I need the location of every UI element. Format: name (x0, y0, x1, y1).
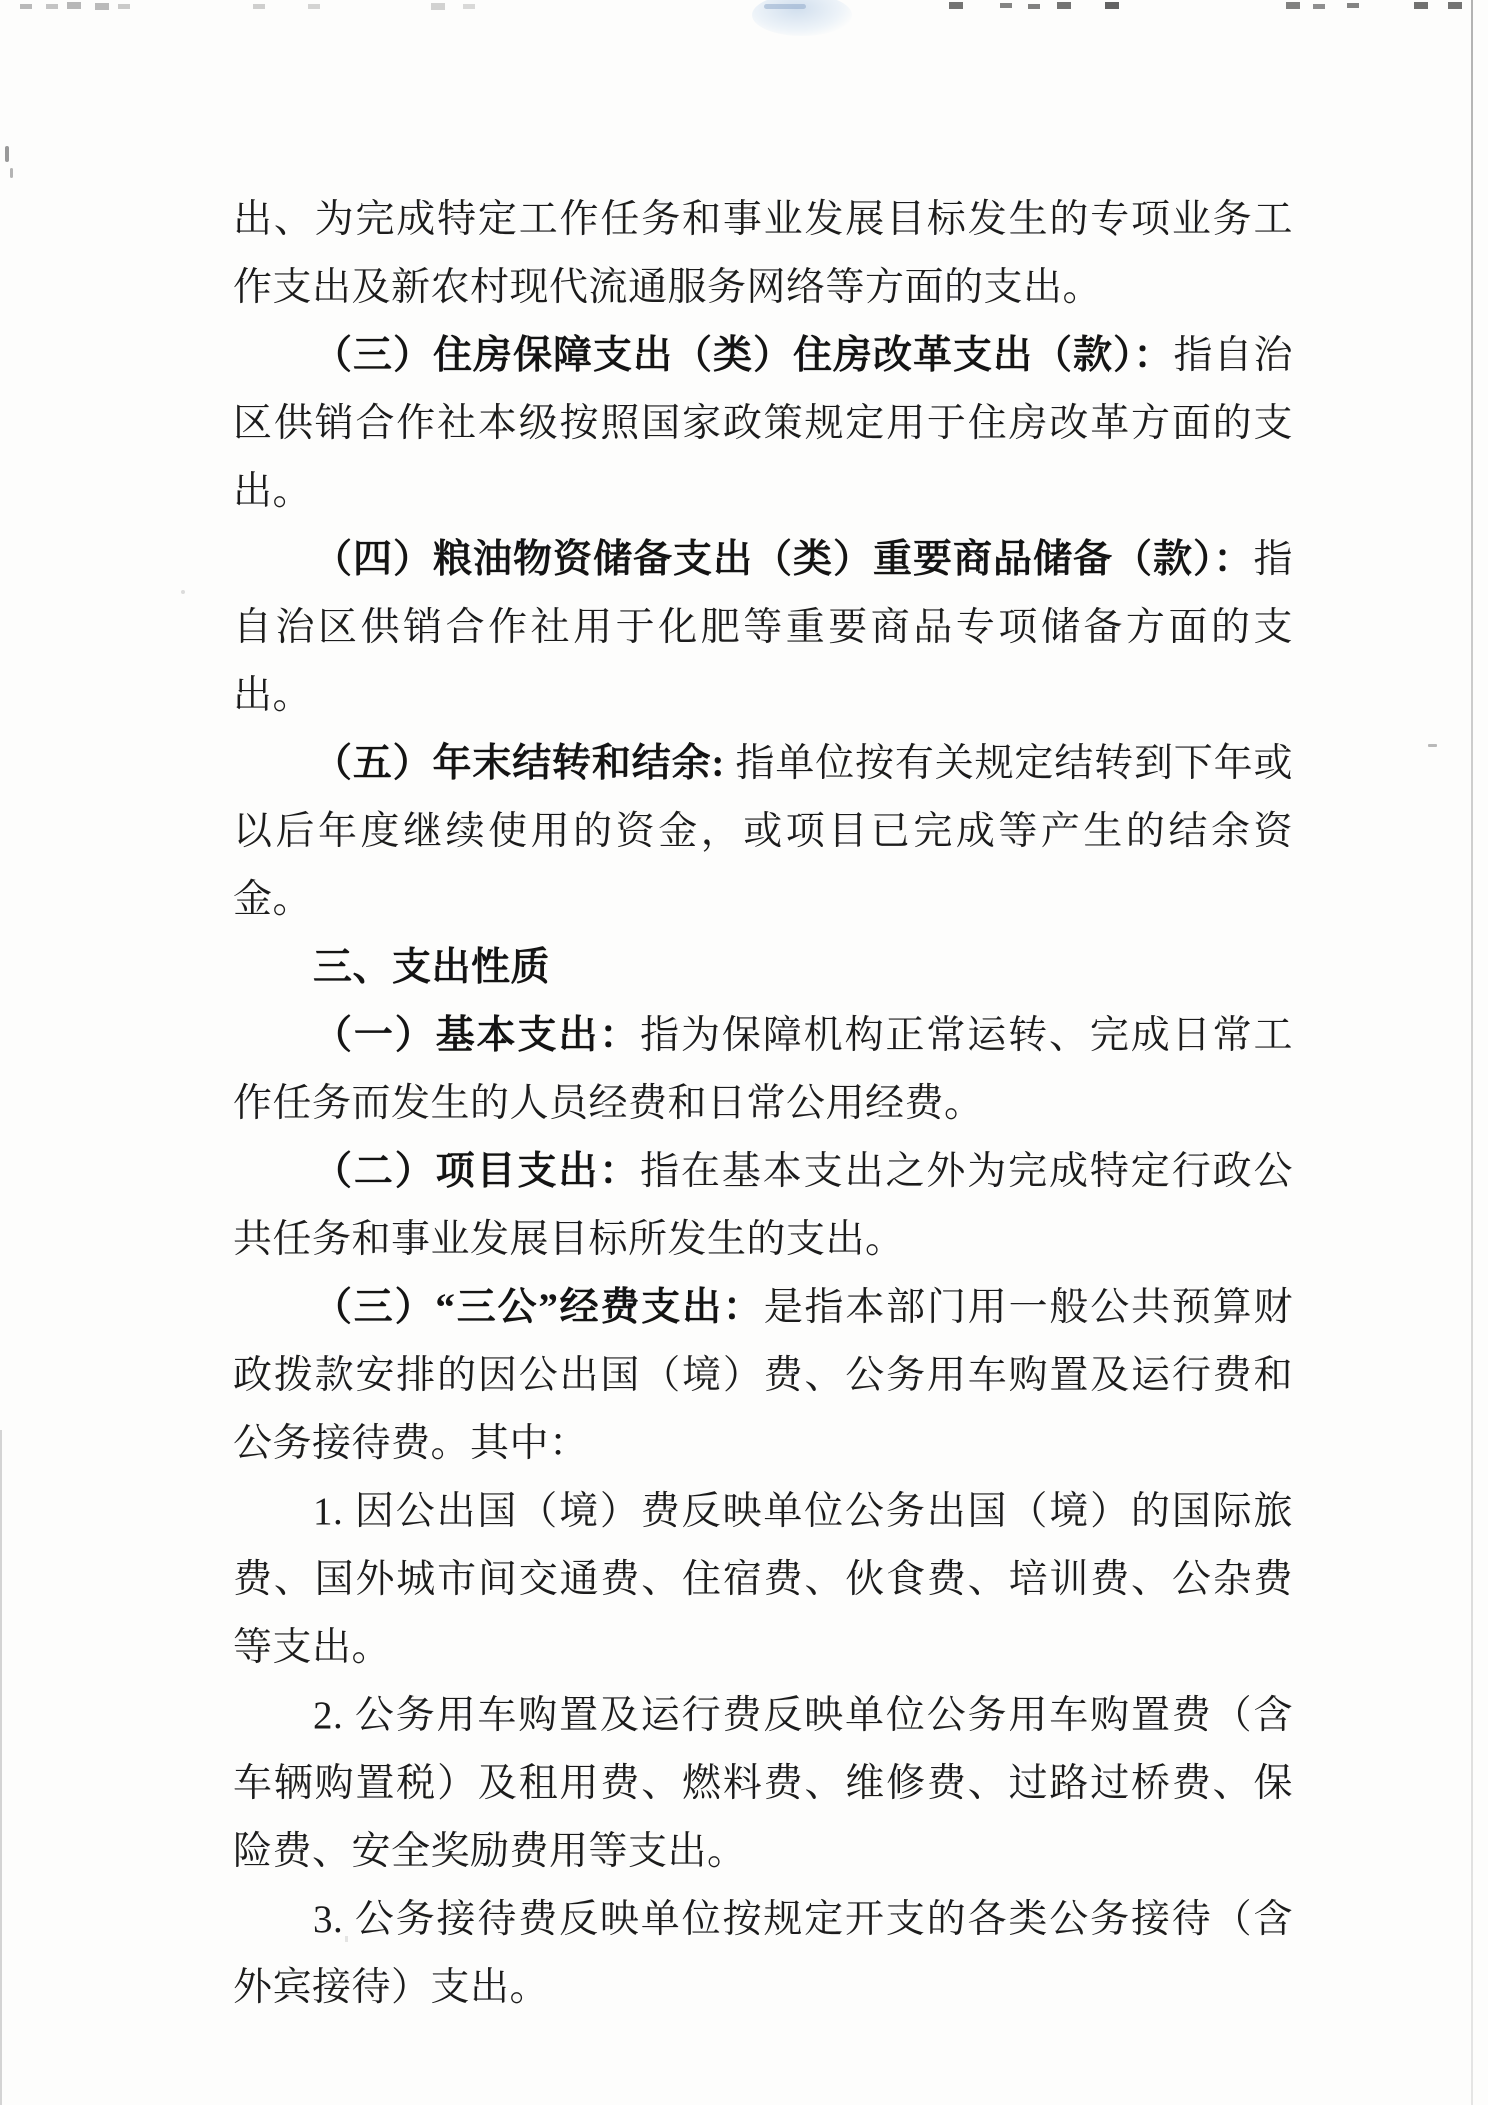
scan-noise-top-edge (0, 2, 12, 7)
text-segment: 指自治区供销合作社用于化肥等重要商品专项储备方面的支出。 (233, 538, 1293, 717)
scan-edge-line-left (0, 1430, 2, 2105)
scan-speck-faint (181, 590, 185, 594)
heading-segment: 三、支出性质 (313, 946, 551, 989)
document-body (233, 186, 1293, 2022)
paragraph (233, 1886, 1293, 2022)
heading-segment: （三）住房保障支出（类）住房改革支出（款）： (313, 334, 1174, 377)
text-segment: 是指本部门用一般公共预算财政拨款安排的因公出国（境）费、公务用车购置及运行费和公务接待费。其中： (233, 1286, 1293, 1465)
paragraph (233, 934, 1293, 1002)
paragraph (233, 1682, 1293, 1886)
heading-segment: （四）粮油物资储备支出（类）重要商品储备（款）： (313, 538, 1254, 581)
paragraph (233, 1478, 1293, 1682)
paragraph (233, 1002, 1293, 1138)
text-segment: 2. 公务用车购置及运行费反映单位公务用车购置费（含车辆购置税）及租用费、燃料费、维修费、过路过桥费、保险费、安全奖励费用等支出。 (233, 1694, 1293, 1873)
heading-segment: （一）基本支出： (313, 1014, 641, 1057)
paragraph (233, 186, 1293, 322)
heading-segment: （三）“三公”经费支出： (313, 1286, 764, 1329)
scan-speck-left (10, 168, 13, 178)
scan-speck-right-margin (1428, 744, 1437, 747)
paragraph (233, 1274, 1293, 1478)
paragraph (233, 526, 1293, 730)
scan-edge-line-right (1471, 0, 1473, 2105)
text-segment: 指在基本支出之外为完成特定行政公共任务和事业发展目标所发生的支出。 (233, 1150, 1293, 1261)
heading-segment: （二）项目支出： (313, 1150, 641, 1193)
paragraph (233, 1138, 1293, 1274)
scan-smudge-blue (752, 0, 852, 36)
paragraph (233, 730, 1293, 934)
text-segment: 3. 公务接待费反映单位按规定开支的各类公务接待（含外宾接待）支出。 (233, 1898, 1293, 2009)
text-segment: 指为保障机构正常运转、完成日常工作任务而发生的人员经费和日常公用经费。 (233, 1014, 1293, 1125)
text-segment: 指自治区供销合作社本级按照国家政策规定用于住房改革方面的支出。 (233, 334, 1293, 513)
scan-speck-left (5, 146, 9, 162)
heading-segment: （五）年末结转和结余: (313, 742, 725, 785)
text-segment: 1. 因公出国（境）费反映单位公务出国（境）的国际旅费、国外城市间交通费、住宿费、伙食费、培训费、公杂费等支出。 (233, 1490, 1293, 1669)
text-segment: 出、为完成特定工作任务和事业发展目标发生的专项业务工作支出及新农村现代流通服务网络等方面的支出。 (233, 198, 1293, 309)
paragraph (233, 322, 1293, 526)
text-segment: 指单位按有关规定结转到下年或以后年度继续使用的资金，或项目已完成等产生的结余资金。 (233, 742, 1293, 921)
